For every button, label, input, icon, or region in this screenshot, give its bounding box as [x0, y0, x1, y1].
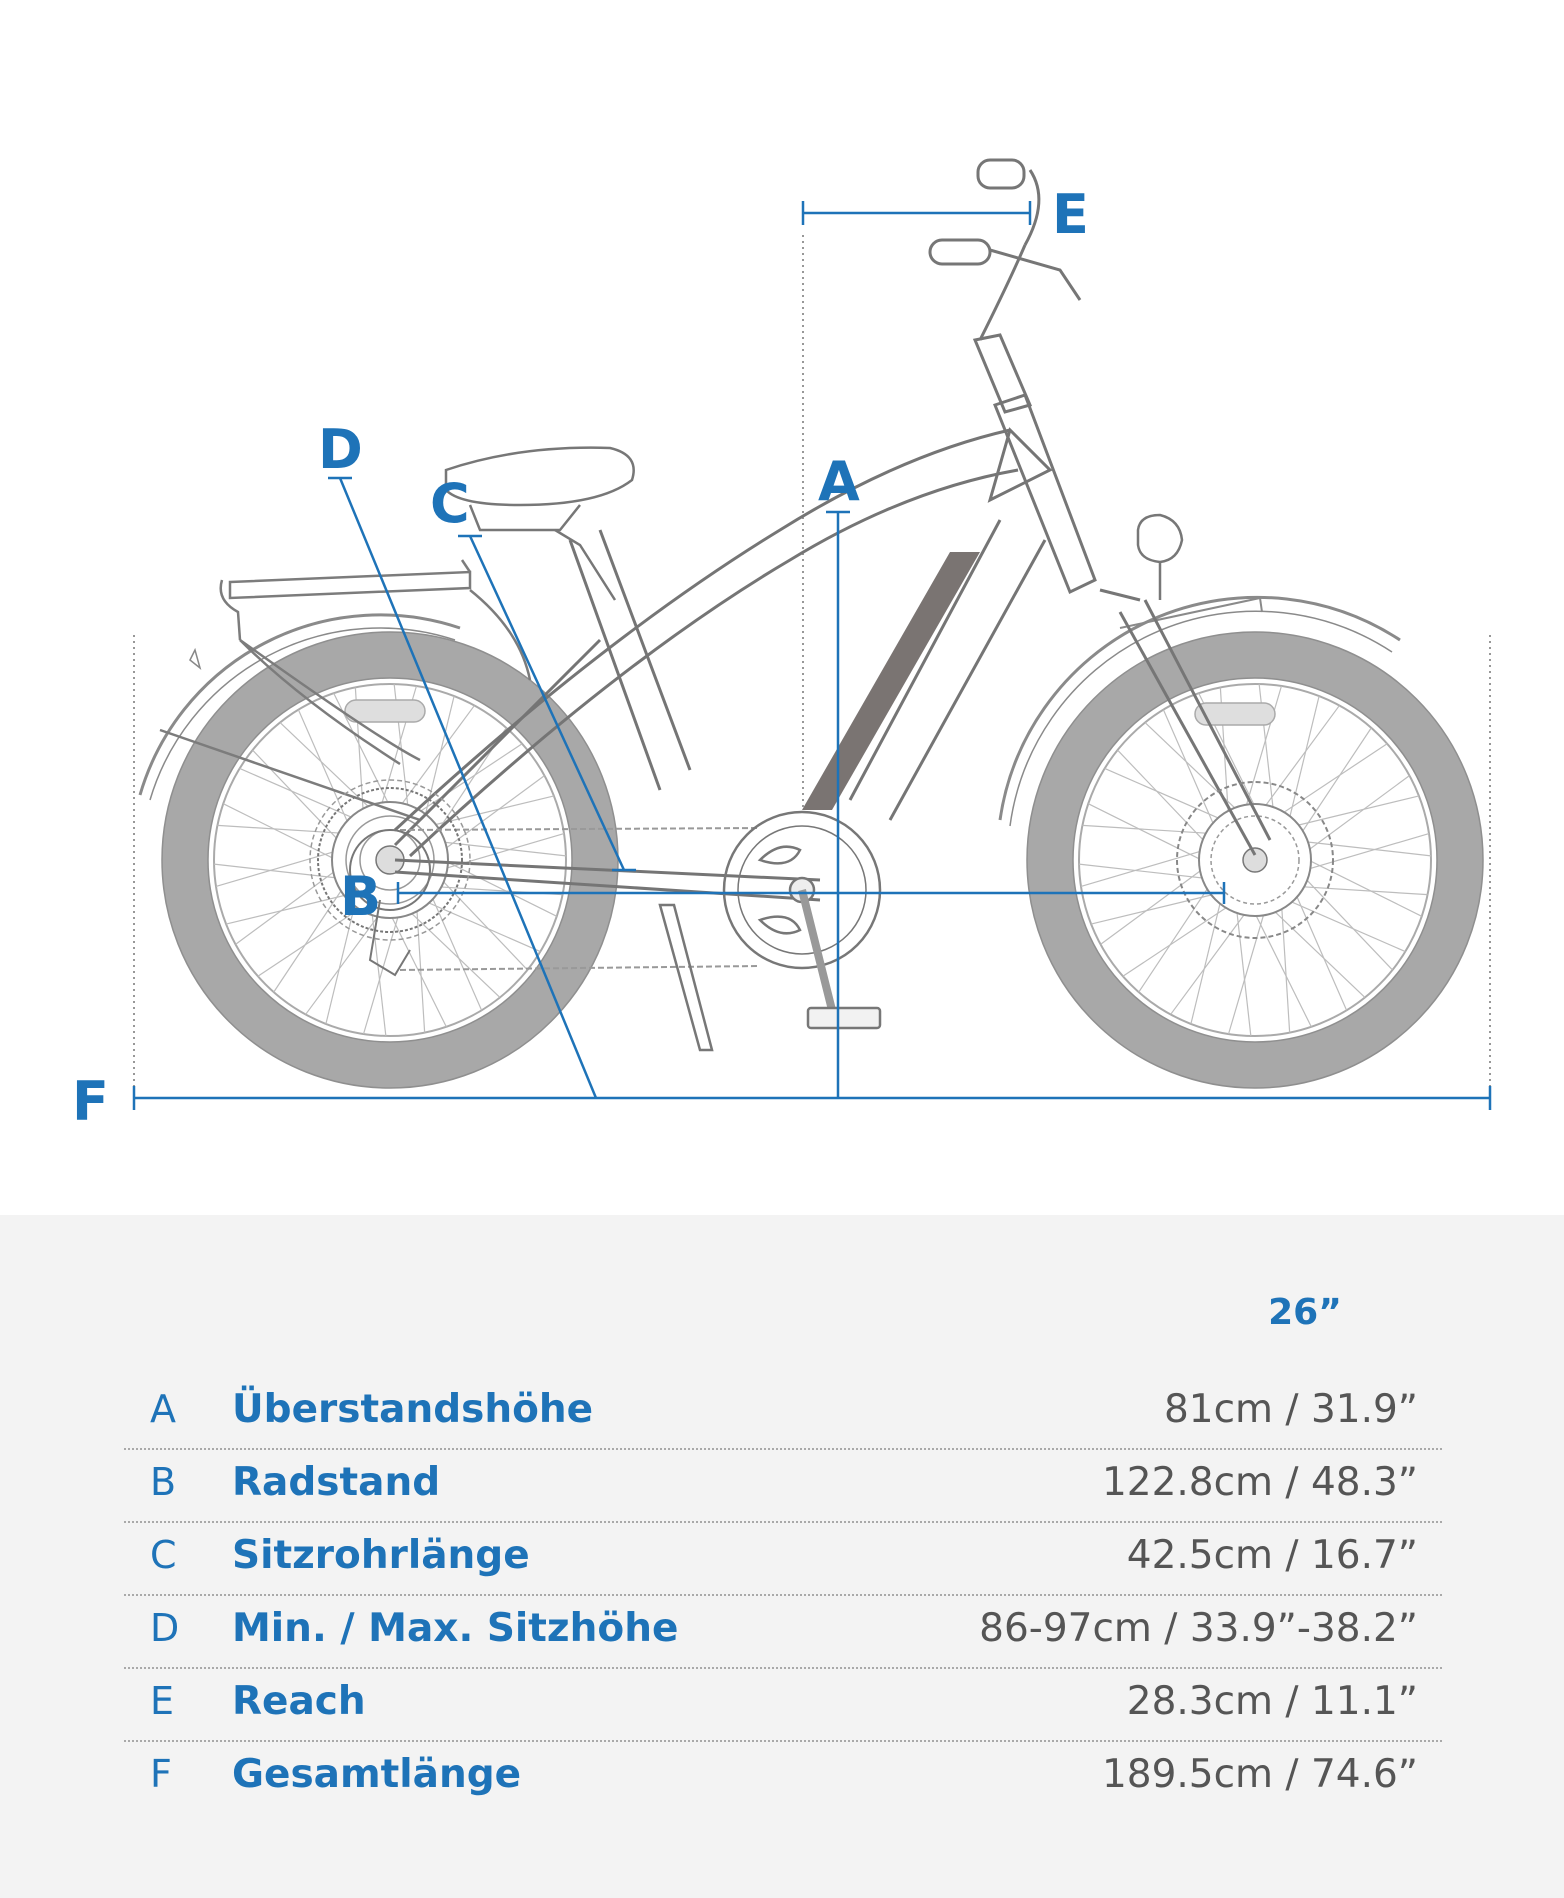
dimension-label-c: C	[430, 472, 470, 535]
table-row	[124, 1667, 1442, 1742]
row-letter: A	[150, 1387, 176, 1431]
spoke	[1290, 880, 1347, 1010]
table-row	[124, 1521, 1442, 1596]
row-name: Gesamtlänge	[232, 1752, 522, 1797]
table-row	[124, 1740, 1442, 1813]
spoke	[1293, 728, 1372, 846]
spoke	[1286, 886, 1428, 895]
row-name: Sitzrohrlänge	[232, 1533, 530, 1578]
spoke	[1281, 891, 1290, 1033]
spoke	[1139, 874, 1218, 992]
spoke	[1145, 723, 1248, 821]
row-letter: E	[150, 1679, 175, 1723]
row-value: 122.8cm / 48.3”	[1101, 1460, 1418, 1505]
headlight	[1138, 515, 1182, 600]
saddle	[446, 448, 634, 600]
kickstand	[660, 905, 712, 1050]
crankset	[724, 812, 880, 1028]
row-value: 81cm / 31.9”	[1163, 1387, 1418, 1432]
row-letter: C	[150, 1533, 177, 1577]
spoke	[1294, 853, 1421, 916]
spoke	[1269, 744, 1387, 823]
battery	[802, 552, 980, 810]
row-value: 86-97cm / 33.9”-38.2”	[979, 1606, 1418, 1651]
dimension-label-e: E	[1052, 183, 1089, 246]
row-name: Min. / Max. Sitzhöhe	[232, 1606, 679, 1651]
row-value: 42.5cm / 16.7”	[1126, 1533, 1418, 1578]
spoke	[1262, 899, 1365, 997]
size-column-header: 26”	[1268, 1292, 1342, 1333]
row-letter: B	[150, 1460, 177, 1504]
dimension-label-a: A	[818, 450, 860, 513]
row-name: Radstand	[232, 1460, 441, 1505]
spoke	[1118, 750, 1216, 853]
front-wheel	[1027, 632, 1483, 1088]
row-value: 28.3cm / 11.1”	[1126, 1679, 1418, 1724]
row-name: Überstandshöhe	[232, 1387, 594, 1432]
dimension-label-b: B	[340, 865, 382, 928]
geometry-table	[0, 1215, 1564, 1898]
spoke	[1248, 899, 1311, 1026]
table-row	[124, 1375, 1442, 1450]
row-letter: F	[150, 1752, 172, 1796]
dimension-label-d: D	[318, 418, 363, 481]
table-row	[124, 1448, 1442, 1523]
row-name: Reach	[232, 1679, 366, 1724]
dimension-label-f: F	[72, 1070, 109, 1133]
spoke	[1123, 898, 1241, 977]
spoke	[1294, 867, 1392, 970]
spoke	[1088, 804, 1215, 867]
spoke	[1105, 768, 1235, 825]
row-value: 189.5cm / 74.6”	[1101, 1752, 1418, 1797]
table-row	[124, 1594, 1442, 1669]
row-letter: D	[150, 1606, 180, 1650]
spoke	[1275, 895, 1405, 952]
spoke	[1082, 825, 1224, 834]
